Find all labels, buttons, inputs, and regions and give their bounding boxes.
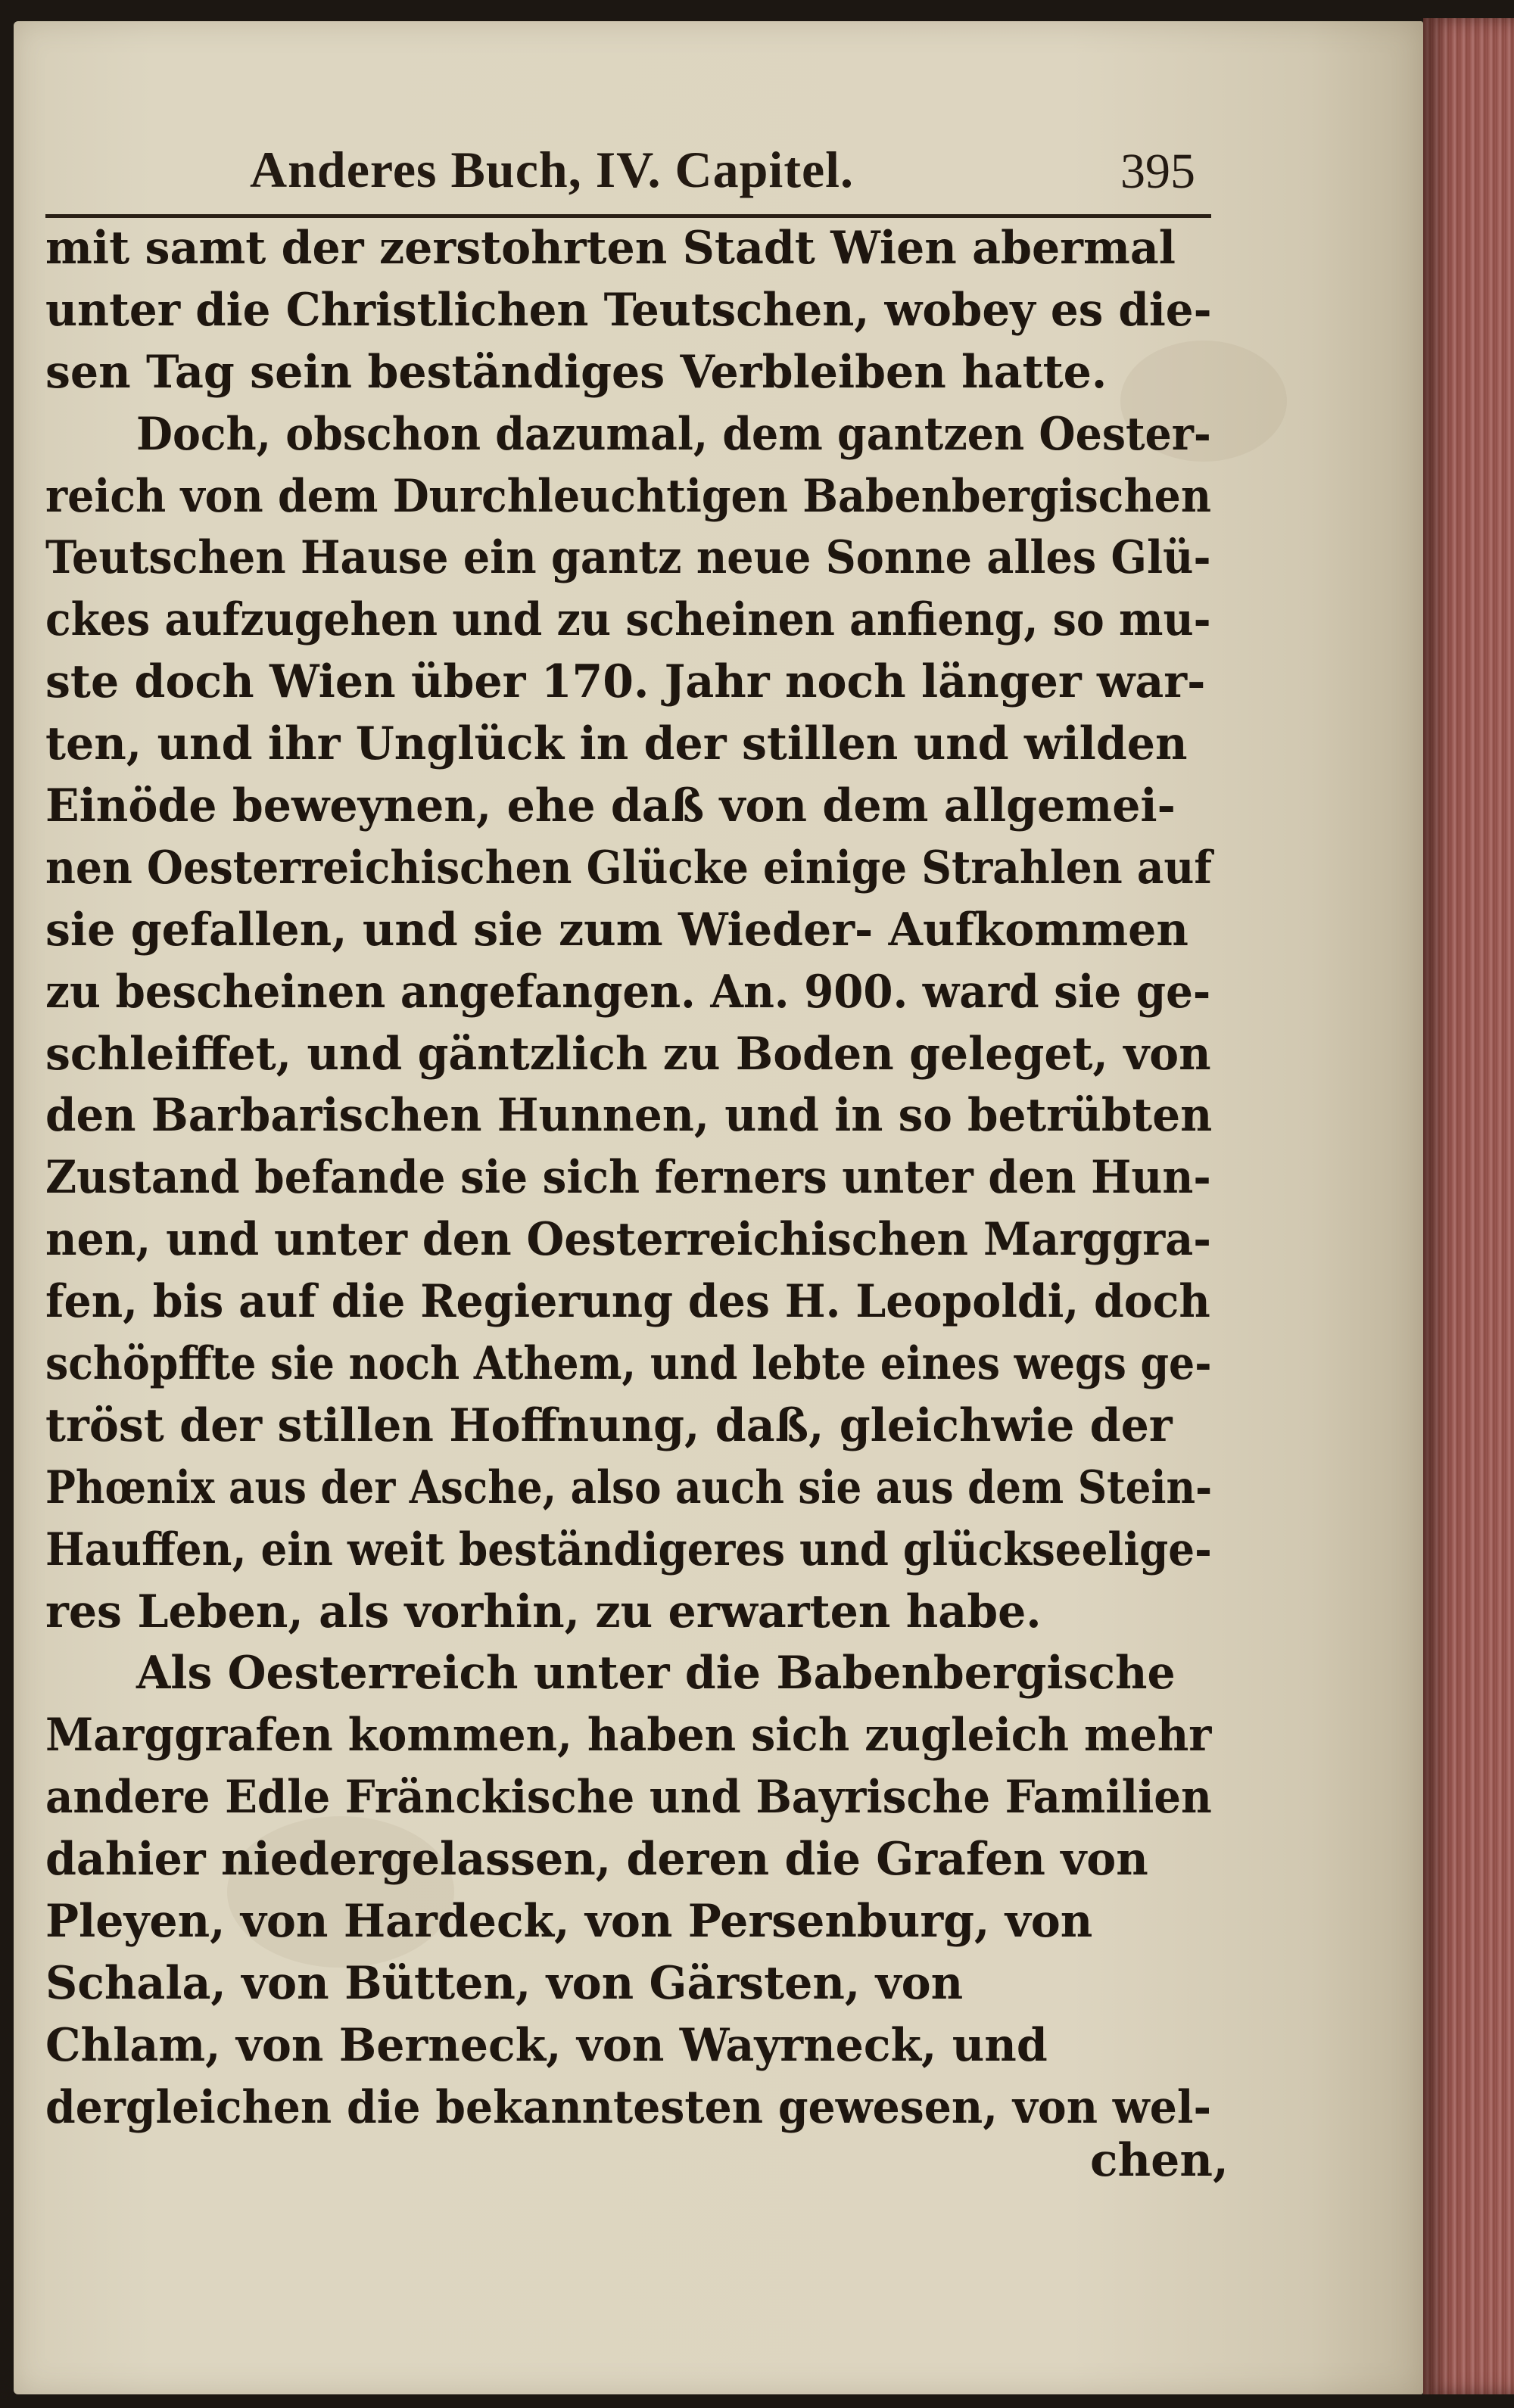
text-line: dergleichen die bekanntesten gewesen, von wel-	[45, 2080, 1212, 2134]
text-line: den Barbarischen Hunnen, und in so betrübten	[45, 1089, 1213, 1143]
body-text	[45, 218, 1241, 2139]
paragraph-start-line: Als Oesterreich unter die Babenbergische	[136, 1647, 1176, 1700]
paragraph-start-line: Doch, obschon dazumal, dem gantzen Oester-	[136, 407, 1211, 461]
text-line: nen, und unter den Oesterreichischen Marggra-	[45, 1213, 1211, 1267]
page-number: 395	[1120, 144, 1195, 199]
text-line: mit samt der zerstohrten Stadt Wien abermal	[45, 222, 1176, 275]
text-line: ste doch Wien über 170. Jahr noch länger war-	[45, 655, 1206, 709]
running-title: Anderes Buch, IV. Capitel.	[250, 141, 855, 198]
text-line: ckes aufzugehen und zu scheinen anfieng, so mu-	[45, 593, 1211, 647]
text-line: andere Edle Fränckische und Bayrische Familien	[45, 1771, 1212, 1825]
text-line: Schala, von Bütten, von Gärsten, von	[45, 1956, 964, 2010]
text-line: tröst der stillen Hoffnung, daß, gleichwie der	[45, 1398, 1173, 1452]
page-header	[45, 132, 1211, 216]
text-line: Phœnix aus der Asche, also auch sie aus dem Stein-	[45, 1461, 1213, 1514]
text-line: zu bescheinen angefangen. An. 900. ward sie ge-	[45, 965, 1211, 1019]
text-line: reich von dem Durchleuchtigen Babenbergischen	[45, 469, 1212, 523]
text-line: Teutschen Hause ein gantz neue Sonne alles Glü-	[45, 531, 1211, 585]
text-line: Einöde beweynen, ehe daß von dem allgemei-	[45, 779, 1176, 833]
text-line: fen, bis auf die Regierung des H. Leopoldi, doch	[45, 1275, 1210, 1329]
text-line: nen Oesterreichischen Glücke einige Strahlen auf	[45, 841, 1213, 894]
text-line: unter die Christlichen Teutschen, wobey es die-	[45, 283, 1212, 337]
text-line: schöpffte sie noch Athem, und lebte eines wegs ge-	[45, 1337, 1212, 1391]
text-line: schleiffet, und gäntzlich zu Boden geleget, von	[45, 1027, 1211, 1081]
text-line: Hauffen, ein weit beständigeres und glückseelige-	[45, 1523, 1212, 1576]
text-line: sie gefallen, und sie zum Wieder- Aufkommen	[45, 903, 1188, 957]
page-edges	[1423, 18, 1514, 2394]
text-line: dahier niedergelassen, deren die Grafen von	[45, 1833, 1148, 1887]
catchword: chen,	[1090, 2134, 1229, 2187]
text-line: Zustand befande sie sich ferners unter den Hun-	[45, 1151, 1211, 1205]
text-line: res Leben, als vorhin, zu erwarten habe.	[45, 1585, 1042, 1638]
text-line: sen Tag sein beständiges Verbleiben hatte.	[45, 345, 1107, 399]
text-line: Chlam, von Berneck, von Wayrneck, und	[45, 2018, 1048, 2072]
text-line: Marggrafen kommen, haben sich zugleich mehr	[45, 1709, 1212, 1762]
text-line: ten, und ihr Unglück in der stillen und wilden	[45, 717, 1188, 771]
text-line: Pleyen, von Hardeck, von Persenburg, von	[45, 1895, 1093, 1949]
